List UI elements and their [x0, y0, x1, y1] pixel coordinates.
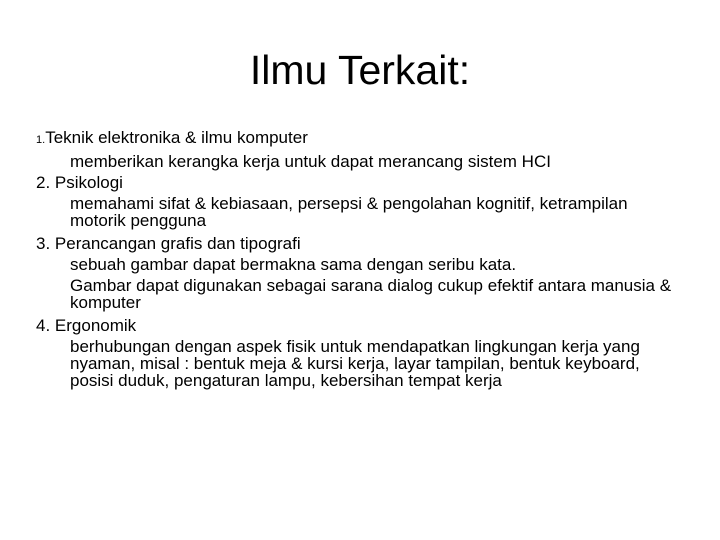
slide-content	[36, 127, 686, 393]
item-description: memberikan kerangka kerja untuk dapat merancang sistem HCI	[70, 152, 551, 171]
list-item-4	[36, 315, 686, 393]
list-item-1	[36, 127, 686, 172]
item-number: 4.	[36, 316, 51, 335]
item-description: memahami sifat & kebiasaan, persepsi & pengolahan kognitif, ketrampilan motorik pengguna	[70, 194, 628, 230]
item-heading	[36, 233, 686, 254]
item-heading-text: Perancangan grafis dan tipografi	[54, 234, 301, 253]
item-description: sebuah gambar dapat bermakna sama dengan seribu kata.	[70, 255, 517, 274]
item-number: 2.	[36, 173, 51, 192]
list-item-2	[36, 172, 686, 233]
item-heading	[36, 172, 686, 193]
item-description: Gambar dapat digunakan sebagai sarana dialog cukup efektif antara manusia & komputer	[70, 276, 672, 312]
item-heading-text: Psikologi	[54, 173, 123, 192]
item-number: 1.	[36, 134, 46, 146]
item-number: 3.	[36, 234, 51, 253]
item-heading	[36, 127, 686, 151]
list-item-3	[36, 233, 686, 315]
item-heading-text: Ergonomik	[54, 316, 137, 335]
slide-title: Ilmu Terkait:	[249, 47, 471, 93]
item-description: berhubungan dengan aspek fisik untuk mendapatkan lingkungan kerja yang nyaman, misal : bentuk meja & kursi kerja, layar tampilan, bentuk keyboard, posisi duduk, pengaturan lampu, kebersihan tempat kerja	[70, 337, 640, 390]
item-heading	[36, 315, 686, 336]
item-heading-text: Teknik elektronika & ilmu komputer	[45, 128, 308, 147]
